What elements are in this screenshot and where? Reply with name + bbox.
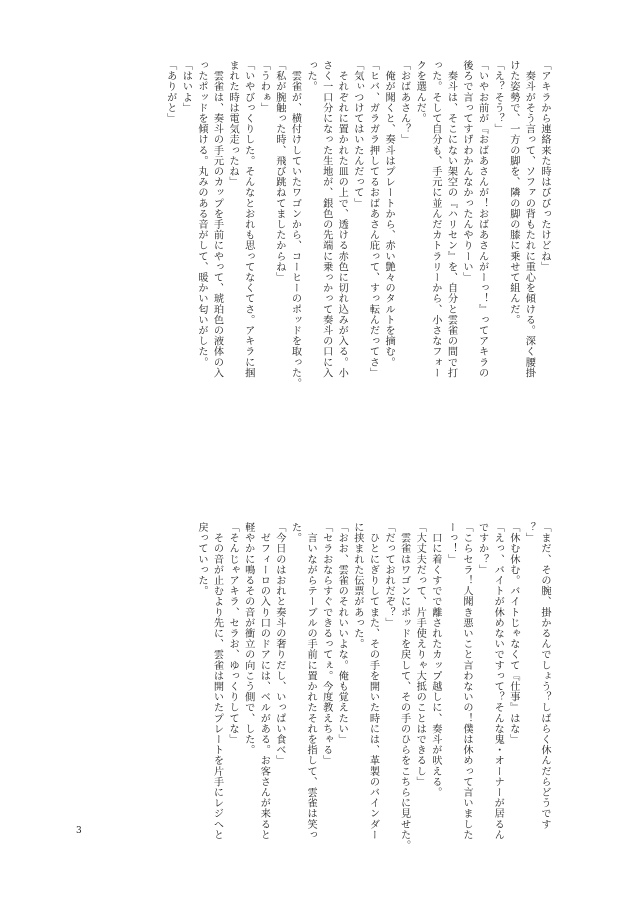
text-line: さく一口分になった生地が、銀色の先端に乗っかって奏斗の口に入: [320, 60, 332, 378]
text-line: 「おお、雲雀のそれいいよな。俺も覚えたい」: [336, 522, 348, 745]
text-line: 「いやお前が『おばあさんが！おばあさんがーっ！』ってアキラの: [476, 60, 488, 378]
text-line: その音が止むより先に、雲雀は開いたプレートを片手にレジへと: [211, 522, 223, 840]
text-line: けた姿勢で、一方の脚を、隣の脚の膝に乗せて組んだ。: [507, 60, 519, 325]
text-line: 「セラおならすぐできるってぇ。今度教えちゃる」: [320, 522, 332, 766]
novel-text-top: [162, 60, 552, 395]
text-line: ーっ！」: [445, 522, 457, 565]
text-line: 俺が聞くと、奏斗はプレートから、赤い艶々のタルトを摘む。: [383, 60, 395, 368]
text-line: 「はいよ」: [180, 60, 192, 113]
text-line: 「アキラから連絡来た時はびびったけどね」: [539, 60, 550, 272]
text-line: 「そんじゃアキラ、セラお、ゆっくりしてな」: [227, 522, 239, 745]
text-line: 「え？そう？」: [492, 60, 504, 135]
text-line: 「だっておれだぞ？」: [383, 522, 395, 628]
text-line: 口に着くすでで離されたカップ越しに、奏斗が吠える。: [429, 522, 441, 798]
text-line: 雲雀はワゴンにポッドを戻して、その手のひらをこちらに見せた。: [398, 522, 410, 851]
text-line: 「気ぃつけてはいたんだって」: [351, 60, 363, 209]
text-line: 「こらセラ！人聞き悪いこと言わないの！僕は休めって言いました: [461, 522, 473, 840]
text-line: 「ヒバ、ガラガラ押してるおばあさん庇って、すっ転んだってさ」: [367, 60, 379, 378]
text-line: 「いやびっくりした。そんなとおれも思ってなくてさ。アキラに掴: [242, 60, 254, 378]
text-line: 「おばあさん？」: [398, 60, 410, 145]
text-line: それぞれに置かれた皿の上で、透ける赤色に切れ込みが入る。小: [336, 60, 348, 378]
text-line: ひとにぎりしてまた、その手を開いた時には、革製のバインダー: [367, 522, 379, 840]
text-line: 戻っていった。: [195, 522, 207, 597]
text-line: 奏斗がそう言って、ソファの背もたれに重心を傾ける。深く腰掛: [523, 60, 535, 378]
text-line: 「うわぁ」: [258, 60, 270, 113]
text-line: 「ありがと」: [164, 60, 176, 124]
text-line: ？」: [523, 522, 535, 544]
text-line: った。そして自分も、手元に並んだカトラリーから、小さなフォー: [429, 60, 441, 378]
text-line: 「まだ、その腕、掛かるんでしょう？しばらく休んだらどうです: [539, 522, 550, 830]
text-line: 雲雀が、横付けしていたワゴンから、コーヒーのポッドを取った。: [289, 60, 301, 389]
text-line: 奏斗は、そこにない架空の『ハリセン』を、自分と雲雀の間で打: [445, 60, 457, 378]
novel-text-bottom: [193, 522, 552, 857]
text-line: 「私が腕触った時、飛び跳ねてましたからね」: [273, 60, 285, 283]
text-line: ゼフィーロの入り口のドアには、ベルがある。お客さんが来ると: [258, 522, 270, 840]
text-line: った。: [305, 60, 317, 92]
text-line: 雲雀は、奏斗の手元のカップを手前にやって、琥珀色の液体の入: [211, 60, 223, 378]
text-line: 「えっ、バイトが休めないですって？そんな鬼・オーナーが居るん: [492, 522, 504, 840]
text-line: 「今日のはおれと奏斗の奢りだし、いっぱい食べ」: [273, 522, 285, 766]
text-line: 「大丈夫だって、片手使えりゃ大抵のことはできるし」: [414, 522, 426, 787]
text-line: 言いながらテーブルの手前に置かれたそれを指して、雲雀は笑っ: [305, 522, 317, 840]
text-line: ですか？」: [476, 522, 488, 575]
text-line: ったポッドを傾ける。丸みのある音がして、暖かい匂いがした。: [195, 60, 207, 368]
text-line: 軽やかに鳴るその音が衝立の向こう側で、した。: [242, 522, 254, 756]
text-line: た。: [289, 522, 301, 544]
text-line: 「休む休む。バイトじゃなくて『仕事』はな」: [507, 522, 519, 745]
text-line: クを選んだ。: [414, 60, 426, 124]
text-line: に挟まれた伝票があった。: [351, 522, 363, 650]
text-line: まれた時は電気走ったね」: [227, 60, 239, 188]
text-line: 後ろで言ってすげわかんなかったんやりーい」: [461, 60, 473, 283]
page-number: 3: [76, 826, 82, 836]
